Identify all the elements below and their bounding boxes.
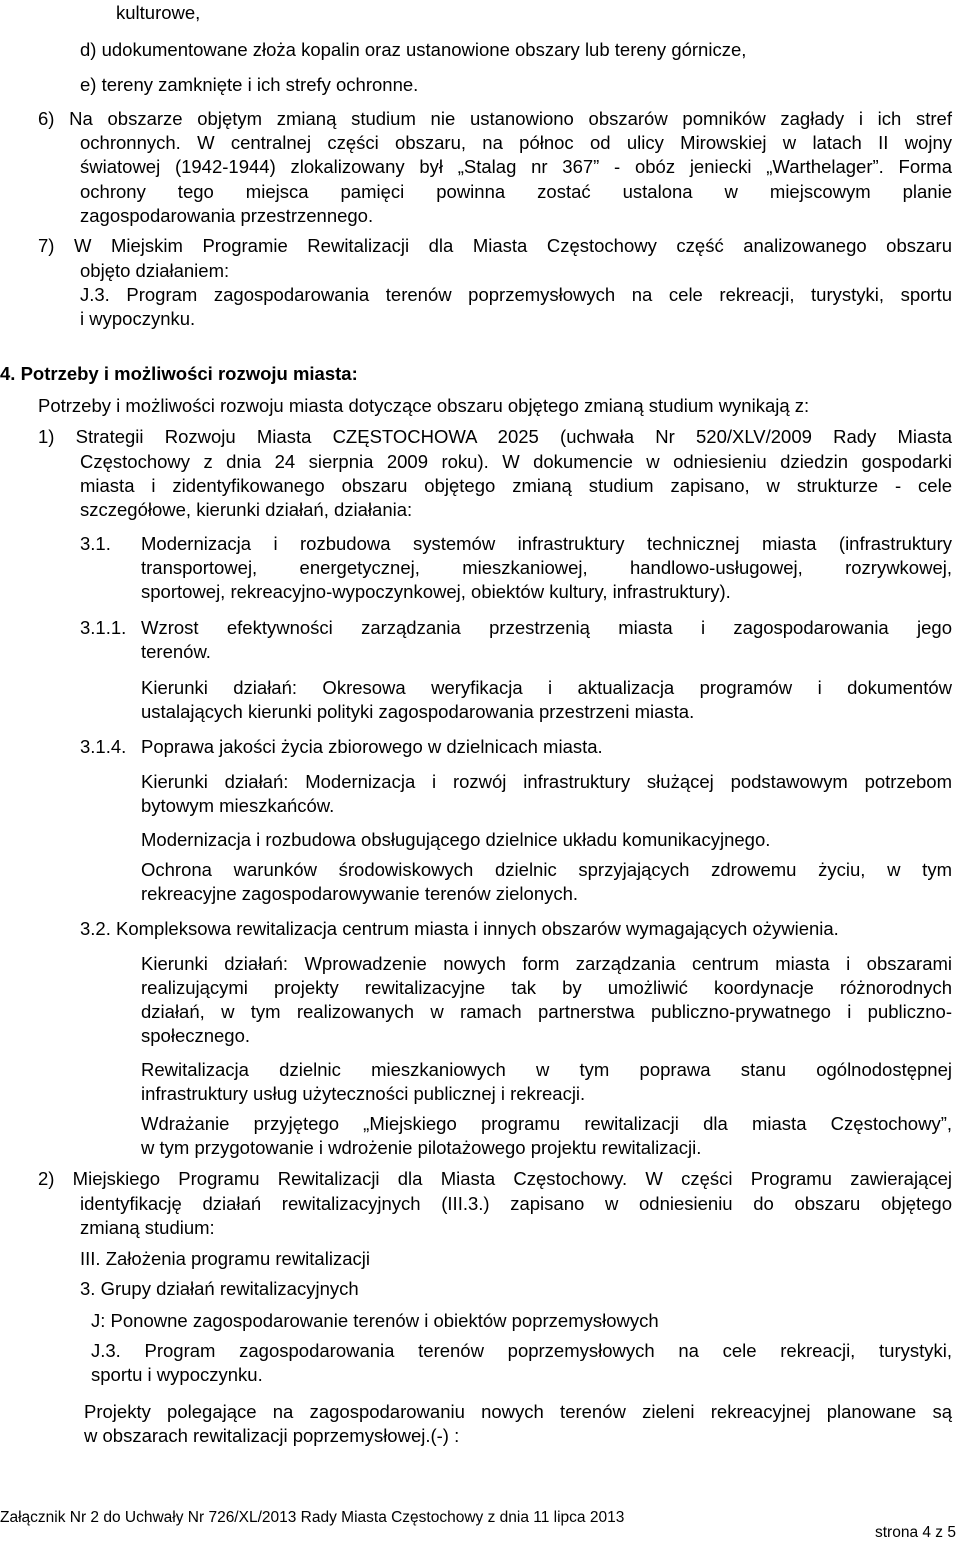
text-line: terenów. — [141, 641, 211, 662]
text-line: 3. Grupy działań rewitalizacyjnych — [80, 1278, 359, 1299]
text-line: ochronnych. W centralnej części obszaru, na północ od ulicy Mirowskiej w latach II wojny — [80, 132, 952, 153]
page-number: strona 4 z 5 — [875, 1524, 956, 1541]
text-line: J.3. Program zagospodarowania terenów poprzemysłowych na cele rekreacji, turystyki, sportu — [80, 284, 952, 305]
text-line: Potrzeby i możliwości rozwoju miasta dotyczące obszaru objętego zmianą studium wynikają z: — [38, 395, 810, 416]
text-line: ochrony tego miejsca pamięci powinna zostać ustalona w miejscowym planie — [80, 181, 952, 202]
text-line: Częstochowy z dnia 24 sierpnia 2009 roku). W dokumencie w odniesieniu dziedzin gospodarki — [80, 451, 952, 472]
text-line: zagospodarowania przestrzennego. — [80, 205, 374, 226]
text-line: Kierunki działań: Okresowa weryfikacja i aktualizacja programów i dokumentów — [141, 677, 952, 698]
text-line: 3.2. Kompleksowa rewitalizacja centrum miasta i innych obszarów wymagających ożywienia. — [80, 918, 839, 939]
text-line: identyfikację działań rewitalizacyjnych (III.3.) zapisano w odniesieniu do obszaru objętego — [80, 1193, 952, 1214]
text-line: objęto działaniem: — [80, 260, 230, 281]
text-line: miasta i zidentyfikowanego obszaru objętego zmianą studium zapisano, w strukturze - cele — [80, 475, 952, 496]
list-item-d: d) udokumentowane złoża kopalin oraz ustanowione obszary lub tereny górnicze, — [80, 39, 747, 60]
list-item-e: e) tereny zamknięte i ich strefy ochronne. — [80, 74, 419, 95]
text-line: społecznego. — [141, 1025, 251, 1046]
text-line: w obszarach rewitalizacji poprzemysłowej.(-) : — [84, 1425, 460, 1446]
text-line: Kierunki działań: Modernizacja i rozwój infrastruktury służącej podstawowym potrzebom — [141, 771, 952, 792]
text-line: III. Założenia programu rewitalizacji — [80, 1248, 370, 1269]
list-item-2: 2) Miejskiego Programu Rewitalizacji dla Miasta Częstochowy. W części Programu zawierającej — [38, 1168, 952, 1189]
text-line: bytowym mieszkańców. — [141, 795, 335, 816]
text-line: szczegółowe, kierunki działań, działania: — [80, 499, 413, 520]
item-number: 3.1.4. — [80, 736, 127, 757]
text-line: kulturowe, — [116, 2, 201, 23]
text-line: Kierunki działań: Wprowadzenie nowych form zarządzania centrum miasta i obszarami — [141, 953, 952, 974]
text-line: realizującymi projekty rewitalizacyjne tak by umożliwić koordynacje różnorodnych — [141, 977, 952, 998]
section-heading: 4. Potrzeby i możliwości rozwoju miasta: — [0, 363, 358, 384]
text-line: Ochrona warunków środowiskowych dzielnic sprzyjających zdrowemu życiu, w tym — [141, 859, 952, 880]
text-line: zmianą studium: — [80, 1217, 215, 1238]
text-line: Modernizacja i rozbudowa obsługującego dzielnice układu komunikacyjnego. — [141, 829, 771, 850]
text-line: sportu i wypoczynku. — [91, 1364, 263, 1385]
text-line: Projekty polegające na zagospodarowaniu nowych terenów zieleni rekreacyjnej planowane są — [84, 1401, 952, 1422]
text-line: infrastruktury usług użyteczności publicznej i rekreacji. — [141, 1083, 586, 1104]
text-line: J: Ponowne zagospodarowanie terenów i obiektów poprzemysłowych — [91, 1310, 659, 1331]
footer-title: Załącznik Nr 2 do Uchwały Nr 726/XL/2013 Rady Miasta Częstochowy z dnia 11 lipca 2013 — [0, 1509, 625, 1526]
text-line: transportowej, energetycznej, mieszkaniowej, handlowo-usługowej, rozrywkowej, — [141, 557, 952, 578]
list-item-6: 6) Na obszarze objętym zmianą studium nie ustanowiono obszarów pomników zagłady i ich stref — [38, 108, 952, 129]
text-line: rekreacyjne zagospodarowywanie terenów zielonych. — [141, 883, 579, 904]
list-item-1: 1) Strategii Rozwoju Miasta CZĘSTOCHOWA 2025 (uchwała Nr 520/XLV/2009 Rady Miasta — [38, 426, 952, 447]
text-line: J.3. Program zagospodarowania terenów poprzemysłowych na cele rekreacji, turystyki, — [91, 1340, 952, 1361]
item-number: 3.1.1. — [80, 617, 127, 638]
text-line: sportowej, rekreacyjno-wypoczynkowej, obiektów kultury, infrastruktury). — [141, 581, 731, 602]
text-line: światowej (1942-1944) zlokalizowany był „Stalag nr 367” - obóz jeniecki „Warthelager”. Forma — [80, 156, 952, 177]
text-line: działań, w tym realizowanych w ramach partnerstwa publiczno-prywatnego i publiczno- — [141, 1001, 952, 1022]
text-line: Modernizacja i rozbudowa systemów infrastruktury technicznej miasta (infrastruktury — [141, 533, 952, 554]
text-line: w tym przygotowanie i wdrożenie pilotażowego projektu rewitalizacji. — [141, 1137, 702, 1158]
text-line: ustalających kierunki polityki zagospodarowania przestrzeni miasta. — [141, 701, 695, 722]
text-line: i wypoczynku. — [80, 308, 196, 329]
list-item-7: 7) W Miejskim Programie Rewitalizacji dla Miasta Częstochowy część analizowanego obszaru — [38, 235, 952, 256]
text-line: Rewitalizacja dzielnic mieszkaniowych w tym poprawa stanu ogólnodostępnej — [141, 1059, 952, 1080]
text-line: Poprawa jakości życia zbiorowego w dzielnicach miasta. — [141, 736, 603, 757]
text-line: Wdrażanie przyjętego „Miejskiego programu rewitalizacji dla miasta Częstochowy”, — [141, 1113, 952, 1134]
text-line: Wzrost efektywności zarządzania przestrzenią miasta i zagospodarowania jego — [141, 617, 952, 638]
item-number: 3.1. — [80, 533, 111, 554]
